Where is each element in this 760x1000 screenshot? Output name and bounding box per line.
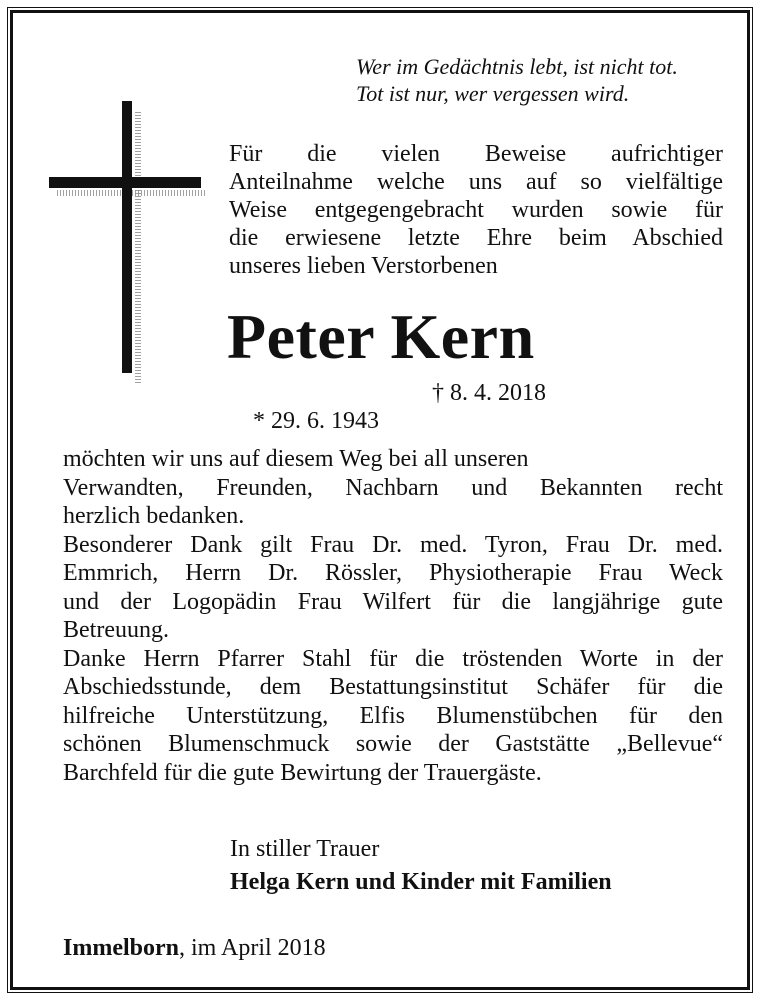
body-line: Abschiedsstunde, dem Bestattungsinstitut Schäfer für die	[63, 674, 723, 700]
quote-line-1: Wer im Gedächtnis lebt, ist nicht tot.	[356, 54, 678, 79]
place-and-date	[63, 933, 326, 963]
latin-cross-icon	[47, 101, 207, 383]
body-line: Besonderer Dank gilt Frau Dr. med. Tyron, Frau Dr. med.	[63, 531, 723, 558]
memorial-quote	[356, 53, 678, 107]
intro-line: unseres lieben Verstorbenen	[229, 253, 498, 279]
body-line: möchten wir uns auf diesem Weg bei all unseren	[63, 446, 529, 472]
place-town: Immelborn	[63, 935, 179, 961]
body-line: herzlich bedanken.	[63, 503, 245, 529]
body-line: Verwandten, Freunden, Nachbarn und Bekannten recht	[63, 474, 723, 501]
intro-line: Anteilnahme welche uns auf so vielfältige	[229, 169, 723, 195]
body-line: und der Logopädin Frau Wilfert für die langjährige gute	[63, 588, 723, 615]
body-line: schönen Blumenschmuck sowie der Gaststätte „Bellevue“	[63, 731, 723, 757]
intro-line: die erwiesene letzte Ehre beim Abschied	[229, 225, 723, 251]
signature-block	[230, 833, 612, 899]
thanks-paragraph	[63, 445, 723, 787]
signature-intro: In stiller Trauer	[230, 836, 380, 862]
body-line: hilfreiche Unterstützung, Elfis Blumenstübchen für den	[63, 702, 723, 729]
quote-line-2: Tot ist nur, wer vergessen wird.	[356, 81, 630, 106]
death-date: † 8. 4. 2018	[432, 380, 546, 406]
body-line: Emmrich, Herrn Dr. Rössler, Physiotherapie Frau Weck	[63, 560, 723, 586]
body-line: Barchfeld für die gute Bewirtung der Trauergäste.	[63, 759, 542, 786]
mourners-names: Helga Kern und Kinder mit Familien	[230, 869, 612, 895]
place-date: , im April 2018	[179, 935, 326, 961]
intro-line: Weise entgegengebracht wurden sowie für	[229, 197, 723, 223]
deceased-name: Peter Kern	[227, 301, 535, 372]
intro-line: Für die vielen Beweise aufrichtiger	[229, 141, 723, 167]
body-line: Danke Herrn Pfarrer Stahl für die tröstenden Worte in der	[63, 645, 723, 672]
intro-paragraph	[229, 140, 723, 280]
body-line: Betreuung.	[63, 617, 169, 643]
birth-date: * 29. 6. 1943	[253, 408, 379, 434]
obituary-notice	[10, 10, 750, 990]
